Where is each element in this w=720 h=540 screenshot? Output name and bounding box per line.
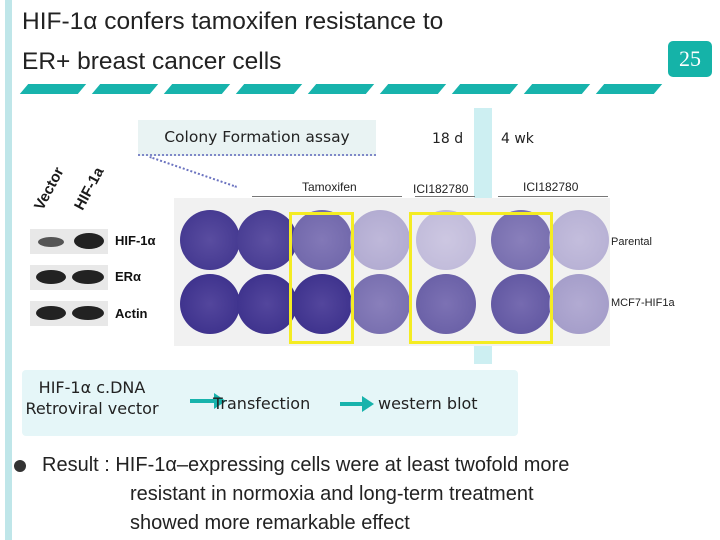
title-line-1: HIF-1α confers tamoxifen resistance to [22, 8, 444, 35]
result-line-2: resistant in normoxia and long-term treatment [130, 483, 534, 505]
workflow-step-vector-line1: HIF-1α c.DNA [38, 378, 146, 397]
colony-formation-label: Colony Formation assay [138, 120, 376, 156]
time-label-4wk: 4 wk [501, 131, 534, 147]
culture-well [237, 210, 297, 270]
culture-well [549, 274, 609, 334]
culture-well [350, 274, 410, 334]
title-line-2: ER+ breast cancer cells [22, 48, 282, 75]
blot-strip-er [30, 265, 108, 290]
blot-label-hif1a: HIF-1α [115, 233, 156, 248]
header-tamoxifen: Tamoxifen [302, 180, 357, 194]
highlight-box-ici [409, 212, 553, 344]
blot-label-er: ERα [115, 269, 142, 284]
culture-well [350, 210, 410, 270]
decorative-dash-bar [18, 84, 658, 98]
culture-well [180, 274, 240, 334]
header-rule-ici-18d [415, 196, 475, 197]
slide-title [22, 2, 443, 82]
header-ici-4wk: ICI182780 [523, 180, 579, 194]
blot-label-actin: Actin [115, 306, 148, 321]
result-line-1: Result : HIF-1α–expressing cells were at least twofold more [42, 454, 570, 476]
header-rule-tamoxifen [252, 196, 402, 197]
workflow-step-vector [6, 377, 178, 419]
culture-well [237, 274, 297, 334]
time-label-18d: 18 d [432, 131, 464, 147]
arrow-right-icon [340, 402, 364, 406]
row-label-parental: Parental [611, 236, 652, 248]
highlight-box-tamoxifen-100nM [289, 212, 354, 344]
callout-dotted-line [149, 156, 237, 188]
row-label-mcf7-hif1a: MCF7-HIF1a [611, 297, 675, 309]
workflow-step-transfection: Transfection [213, 394, 311, 413]
workflow-step-vector-line2: Retroviral vector [25, 399, 159, 418]
left-accent-stripe [5, 0, 12, 540]
blot-strip-hif1a [30, 229, 108, 254]
workflow-step-western-blot: western blot [378, 394, 478, 413]
blot-column-vector: Vector [30, 164, 68, 213]
culture-well [549, 210, 609, 270]
result-line-3: showed more remarkable effect [130, 512, 410, 534]
culture-well [180, 210, 240, 270]
slide-number-badge: 25 [668, 41, 712, 77]
blot-strip-actin [30, 301, 108, 326]
blot-column-hif1a: HIF-1a [70, 164, 108, 213]
header-rule-ici-4wk [498, 196, 608, 197]
bullet-icon [14, 460, 26, 472]
header-ici-18d: ICI182780 [413, 182, 469, 196]
